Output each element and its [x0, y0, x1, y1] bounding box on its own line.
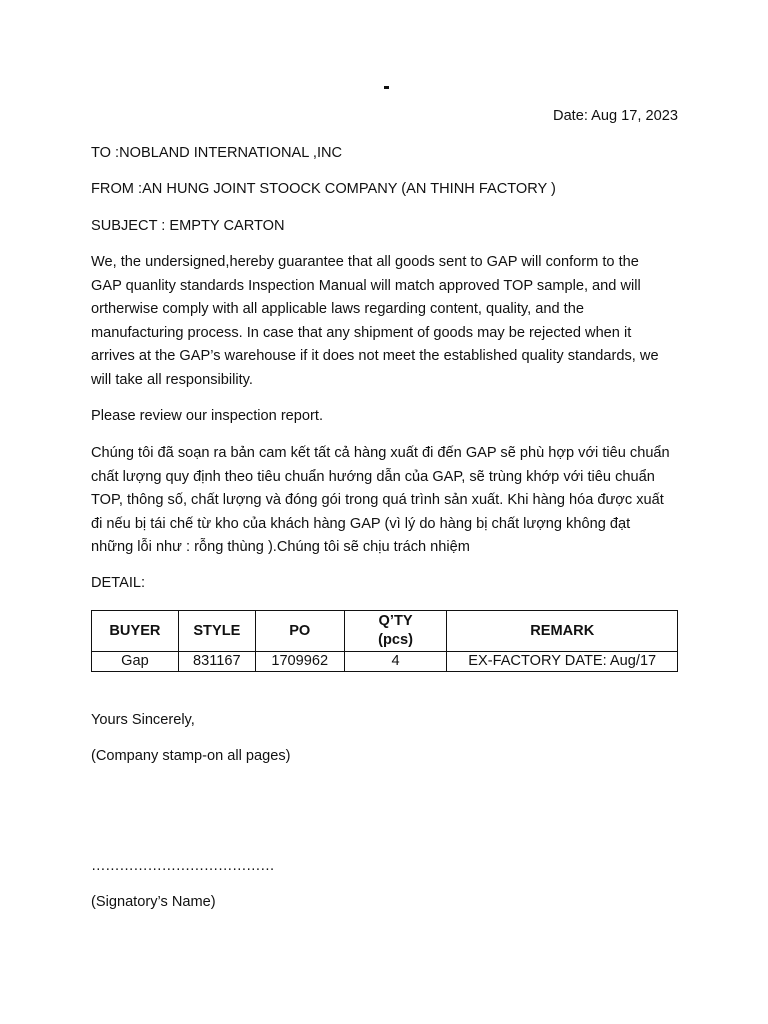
cell-po: 1709962	[255, 652, 344, 672]
top-dash-mark	[384, 86, 389, 89]
paragraph-line: Chúng tôi đã soạn ra bản cam kết tất cả hàng xuất đi đến GAP sẽ phù hợp với tiêu chuẩn	[91, 445, 670, 461]
table-header-row	[92, 611, 678, 652]
table-row	[92, 652, 678, 672]
document-date: Date: Aug 17, 2023	[553, 108, 678, 124]
cell-style: 831167	[178, 652, 255, 672]
paragraph-line: arrives at the GAP’s warehouse if it does not meet the established quality standards, we	[91, 348, 659, 364]
paragraph-line: TOP, thông số, chất lượng và đóng gói trong quá trình sản xuất. Khi hàng hóa được xuất	[91, 492, 664, 508]
vietnamese-guarantee-paragraph	[91, 442, 681, 560]
qty-unit-line: (pcs)	[378, 632, 414, 648]
column-header-po: PO	[255, 611, 344, 652]
paragraph-line: chất lượng quy định theo tiêu chuẩn hướng dẫn của GAP, sẽ trùng khớp với tiêu chuẩn	[91, 468, 655, 485]
paragraph-line: We, the undersigned,hereby guarantee that all goods sent to GAP will conform to the	[91, 254, 639, 270]
column-header-qty	[344, 611, 447, 652]
cell-buyer: Gap	[92, 652, 179, 672]
paragraph-line: GAP quanlity standards Inspection Manual will match approved TOP sample, and will	[91, 277, 641, 294]
paragraph-line: manufacturing process. In case that any shipment of goods may be rejected when it	[91, 324, 632, 341]
detail-label: DETAIL:	[91, 575, 146, 591]
closing-salutation: Yours Sincerely,	[91, 712, 195, 728]
recipient-line: TO :NOBLAND INTERNATIONAL ,INC	[91, 145, 343, 161]
paragraph-line: ortherwise comply with all applicable laws regarding content, quality, and the	[91, 301, 584, 317]
paragraph-line: will take all responsibility.	[91, 371, 253, 388]
subject-line: SUBJECT : EMPTY CARTON	[91, 218, 285, 234]
review-note: Please review our inspection report.	[91, 408, 323, 424]
english-guarantee-paragraph	[91, 251, 681, 392]
detail-table	[91, 610, 678, 672]
paragraph-line: đi nếu bị tái chế từ kho của khách hàng GAP (vì lý do hàng bị chất lượng không đạt	[91, 515, 631, 532]
signature-line: …………………………………	[91, 858, 275, 874]
cell-remark: EX-FACTORY DATE: Aug/17	[447, 652, 678, 672]
column-header-style: STYLE	[178, 611, 255, 652]
column-header-buyer: BUYER	[92, 611, 179, 652]
sender-line: FROM :AN HUNG JOINT STOOCK COMPANY (AN THINH FACTORY )	[91, 181, 556, 197]
cell-qty: 4	[344, 652, 447, 672]
qty-header-line: Q’TY	[378, 613, 413, 629]
signatory-name: (Signatory’s Name)	[91, 894, 216, 910]
paragraph-line: những lỗi như : rỗng thùng ).Chúng tôi sẽ chịu trách nhiệm	[91, 539, 470, 555]
stamp-note: (Company stamp-on all pages)	[91, 748, 291, 764]
column-header-remark: REMARK	[447, 611, 678, 652]
